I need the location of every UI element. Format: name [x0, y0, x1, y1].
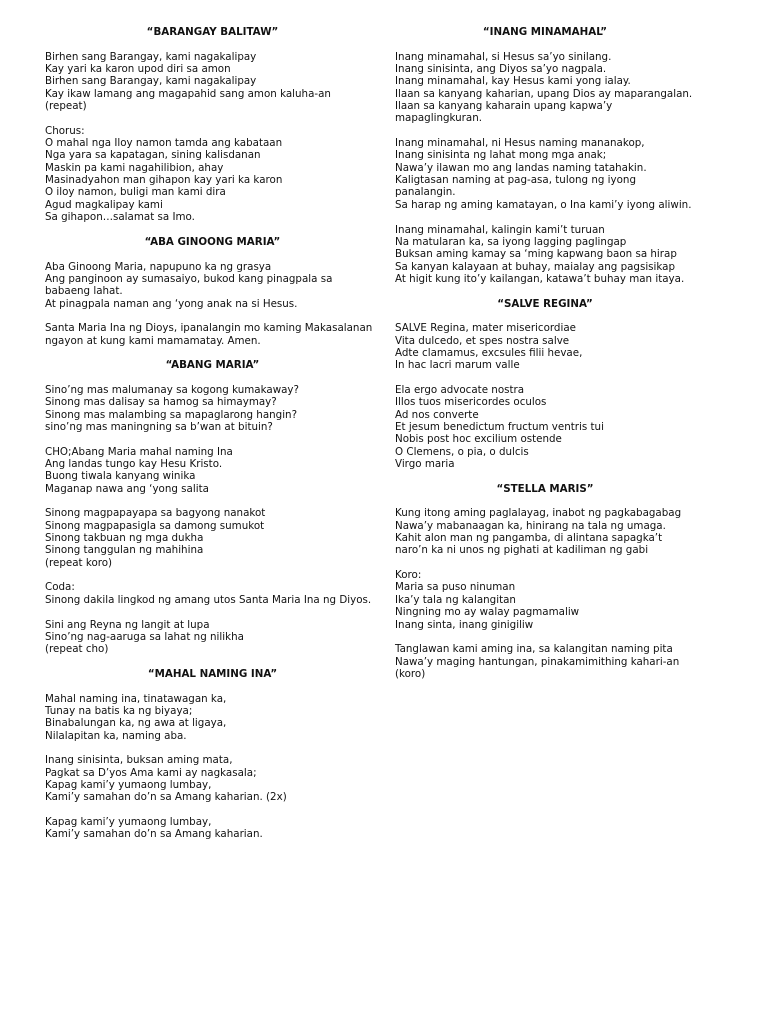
- lyric-line: Sinong dakila lingkod ng amang utos Santa Maria Ina ng Diyos.: [45, 593, 372, 606]
- stanza: [45, 384, 380, 433]
- lyric-line: Ang panginoon ay sumasaiyo, bukod kang pinagpala sa babaeng lahat.: [45, 272, 333, 298]
- lyric-line: Ilaan sa kanyang kaharian, upang Dios ay maparangalan.: [395, 87, 693, 100]
- lyric-line: (repeat): [45, 100, 87, 113]
- lyric-line: In hac lacri marum valle: [395, 359, 520, 372]
- lyric-line: Kaligtasan naming at pag-asa, tulong ng iyong panalangin.: [395, 174, 636, 199]
- lyric-line: Sinong mas malambing sa mapaglarong hangin?: [45, 408, 298, 421]
- lyric-line: Sa gihapon…salamat sa Imo.: [45, 211, 195, 224]
- lyric-line: Buong tiwala kanyang winika: [45, 470, 196, 483]
- stanza: [45, 322, 380, 347]
- lyric-line: Nga yara sa kapatagan, sining kalisdanan: [45, 149, 261, 162]
- lyric-line: Inang sinisinta ng lahat mong mga anak;: [395, 149, 607, 162]
- lyric-line: Kami’y samahan do’n sa Amang kaharian. (2x): [45, 791, 287, 804]
- stanza: [395, 384, 695, 470]
- lyric-line: Kay ikaw lamang ang magapahid sang amon kaluha-an: [45, 87, 331, 100]
- stanza: [395, 569, 695, 631]
- lyric-line: Koro:: [395, 569, 422, 582]
- stanza: [395, 643, 695, 680]
- lyric-line: (repeat koro): [45, 556, 113, 569]
- song: [45, 668, 380, 841]
- lyric-line: Maria sa puso ninuman: [395, 581, 516, 594]
- lyric-line: Masinadyahon man gihapon kay yari ka karon: [45, 174, 283, 187]
- lyric-line: Pagkat sa D’yos Ama kami ay nagkasala;: [45, 766, 257, 779]
- lyric-line: Sinong magpapayapa sa bagyong nanakot: [45, 507, 266, 520]
- lyric-line: SALVE Regina, mater misericordiae: [395, 322, 576, 335]
- lyric-line: At pinagpala naman ang ‘yong anak na si Hesus.: [45, 297, 298, 310]
- stanza: [395, 51, 695, 125]
- song: [395, 26, 695, 285]
- stanza: [45, 446, 380, 495]
- lyric-line: Ika’y tala ng kalangitan: [395, 593, 516, 606]
- lyric-line: Coda:: [45, 581, 75, 594]
- lyric-line: Nawa’y ilawan mo ang landas naming tatahakin.: [395, 161, 647, 174]
- lyric-line: Inang sinta, inang ginigiliw: [395, 618, 534, 631]
- left-column: [45, 26, 380, 853]
- lyric-line: Inang sinisinta, ang Diyos sa’yo nagpala.: [395, 63, 607, 76]
- lyric-line: Sino’ng nag-aaruga sa lahat ng nilikha: [45, 630, 244, 643]
- lyric-line: Virgo maria: [395, 458, 455, 471]
- lyric-line: Ningning mo ay walay pagmamaliw: [395, 606, 580, 619]
- lyric-line: Kapag kami’y yumaong lumbay,: [45, 816, 212, 828]
- lyric-line: At higit kung ito’y kailangan, katawa’t buhay man itaya.: [395, 272, 685, 285]
- lyric-line: Nawa’y mabanaagan ka, hinirang na tala ng umaga.: [395, 519, 666, 532]
- stanza: [45, 754, 380, 803]
- lyric-line: Nobis post hoc excilium ostende: [395, 433, 562, 446]
- stanza: [395, 507, 695, 556]
- lyric-line: Ilaan sa kanyang kaharain upang kapwa’y mapaglingkuran.: [395, 100, 613, 125]
- lyric-line: Inang sinisinta, buksan aming mata,: [45, 754, 233, 767]
- lyric-line: Binabalungan ka, ng awa at ligaya,: [45, 717, 227, 730]
- lyric-line: Vita dulcedo, et spes nostra salve: [395, 334, 570, 347]
- lyric-line: Santa Maria Ina ng Dioys, ipanalangin mo kaming Makasalanan ngayon at kung kami mamamatay. Amen.: [45, 322, 373, 347]
- lyric-line: Illos tuos misericordes oculos: [395, 396, 547, 409]
- song-title: “MAHAL NAMING INA”: [147, 667, 278, 680]
- lyric-line: Aba Ginoong Maria, napupuno ka ng grasya: [45, 260, 272, 273]
- lyric-line: Buksan aming kamay sa ‘ming kapwang baon sa hirap: [395, 248, 677, 261]
- song-title: “STELLA MARIS”: [496, 482, 594, 495]
- lyric-line: Sinong magpapasigla sa damong sumukot: [45, 519, 265, 532]
- lyric-line: Kami’y samahan do’n sa Amang kaharian.: [45, 828, 263, 841]
- stanza: [395, 224, 695, 286]
- stanza: [45, 693, 380, 742]
- lyric-line: Tanglawan kami aming ina, sa kalangitan naming pita: [395, 643, 673, 656]
- song: [45, 236, 380, 347]
- lyric-line: Birhen sang Barangay, kami nagakalipay: [45, 75, 257, 88]
- lyric-line: O mahal nga Iloy namon tamda ang kabataan: [45, 137, 283, 150]
- stanza: [45, 261, 380, 310]
- lyric-line: Inang minamahal, ni Hesus naming mananakop,: [395, 137, 645, 150]
- lyric-line: Ang landas tungo kay Hesu Kristo.: [45, 458, 223, 471]
- lyric-line: Ad nos converte: [395, 408, 479, 421]
- lyric-line: Maskin pa kami nagahilibion, ahay: [45, 161, 224, 174]
- lyric-line: Adte clamamus, excsules filii hevae,: [395, 346, 583, 359]
- lyric-line: Sa harap ng aming kamatayan, o Ina kami’y iyong aliwin.: [395, 198, 692, 211]
- lyric-line: Kung itong aming paglalayag, inabot ng pagkabagabag: [395, 507, 682, 520]
- song-title: “ABA GINOONG MARIA”: [144, 235, 281, 248]
- lyric-line: Tunay na batis ka ng biyaya;: [45, 704, 193, 717]
- song: [395, 298, 695, 471]
- right-column: [395, 26, 695, 693]
- lyric-line: Ela ergo advocate nostra: [395, 383, 525, 396]
- stanza: [395, 137, 695, 211]
- lyric-line: Agud magkalipay kami: [45, 198, 163, 211]
- lyric-line: Sa kanyan kalayaan at buhay, maialay ang pagsisikap: [395, 260, 676, 273]
- stanza: [45, 51, 380, 113]
- lyric-line: CHO;Abang Maria mahal naming Ina: [45, 445, 233, 458]
- lyric-line: Nawa’y maging hantungan, pinakamimithing kahari-an (koro): [395, 655, 680, 680]
- lyric-line: Et jesum benedictum fructum ventris tui: [395, 421, 604, 433]
- lyric-line: Kay yari ka karon upod diri sa amon: [45, 63, 231, 76]
- stanza: [45, 125, 380, 224]
- stanza: [45, 816, 380, 841]
- lyric-line: Chorus:: [45, 124, 85, 137]
- lyric-line: O iloy namon, buligi man kami dira: [45, 186, 226, 199]
- lyric-line: Sinong mas dalisay sa hamog sa himaymay?: [45, 396, 277, 409]
- lyric-line: sino’ng mas maningning sa b’wan at bituin?: [45, 421, 273, 433]
- lyric-line: Maganap nawa ang ‘yong salita: [45, 482, 209, 495]
- song: [45, 26, 380, 224]
- lyric-line: Inang minamahal, kay Hesus kami yong ialay.: [395, 75, 631, 88]
- stanza: [45, 507, 380, 569]
- stanza: [395, 322, 695, 371]
- lyric-line: (repeat cho): [45, 643, 109, 656]
- lyric-line: Mahal naming ina, tinatawagan ka,: [45, 692, 227, 705]
- lyric-line: Inang minamahal, si Hesus sa’yo sinilang.: [395, 50, 612, 63]
- stanza: [45, 619, 380, 656]
- lyric-line: Nilalapitan ka, naming aba.: [45, 729, 187, 742]
- lyric-line: Sini ang Reyna ng langit at lupa: [45, 618, 210, 631]
- lyric-line: Kahit alon man ng pangamba, di alintana sapagka’t naro’n ka ni unos ng pighati at kadiliman ng gabi: [395, 532, 663, 557]
- lyric-line: O Clemens, o pia, o dulcis: [395, 445, 529, 458]
- lyric-line: Sino’ng mas malumanay sa kogong kumakaway?: [45, 383, 299, 396]
- song-title: “SALVE REGINA”: [497, 297, 593, 310]
- lyric-line: Na matularan ka, sa iyong lagging paglingap: [395, 235, 627, 248]
- lyric-line: Birhen sang Barangay, kami nagakalipay: [45, 50, 257, 63]
- lyric-line: Kapag kami’y yumaong lumbay,: [45, 778, 212, 791]
- song-title: “INANG MINAMAHAL”: [482, 26, 608, 38]
- song-title: “BARANGAY BALITAW”: [146, 26, 279, 38]
- song-title: “ABANG MARIA”: [165, 359, 260, 372]
- song: [395, 483, 695, 681]
- song: [45, 359, 380, 655]
- lyric-line: Inang minamahal, kalingin kami’t turuan: [395, 223, 605, 236]
- stanza: [45, 581, 380, 606]
- lyric-line: Sinong takbuan ng mga dukha: [45, 532, 204, 545]
- lyric-line: Sinong tanggulan ng mahihina: [45, 544, 204, 557]
